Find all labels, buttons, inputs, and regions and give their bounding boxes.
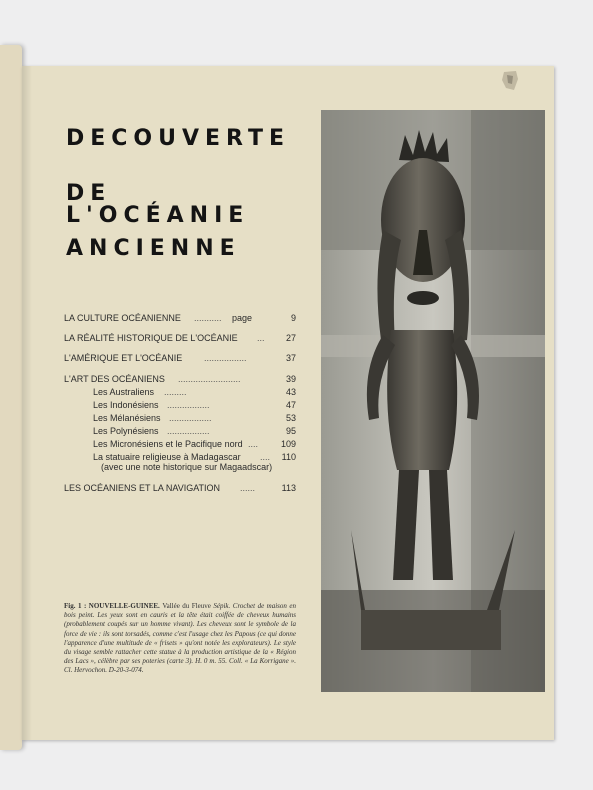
toc-leader-dots: .... <box>248 439 259 449</box>
book-title <box>66 128 306 293</box>
toc-entry-label: Les Australiens <box>93 387 155 397</box>
toc-entry-page: 47 <box>285 400 296 410</box>
toc-entry-page: 39 <box>285 374 296 384</box>
toc-entry-page: 113 <box>281 483 296 493</box>
toc-subentry <box>64 399 296 411</box>
toc-entry <box>64 312 296 324</box>
toc-subentry <box>64 412 296 424</box>
toc-entry-page: 109 <box>280 439 296 449</box>
toc-entry-label: Les Micronésiens et le Pacifique nord <box>93 439 243 449</box>
toc-entry-label: Les Mélanésiens <box>93 413 161 423</box>
caption-line: production artistique de la « Région des Lacs », <box>64 648 296 666</box>
toc-subentry <box>64 386 296 398</box>
toc-entry-label: Les Polynésiens <box>93 426 159 436</box>
caption-line: style du visage semble rattacher cette statue à la <box>64 638 296 657</box>
spine-shadow <box>22 66 32 740</box>
toc-leader-dots: ................. <box>204 353 247 363</box>
caption-line: de « frisets » qu'ont notée les explorateurs). Le <box>145 638 281 647</box>
title-line-1: DECOUVERTE <box>66 126 291 151</box>
toc-page-word: page <box>231 313 252 323</box>
toc-leader-dots: ...... <box>240 483 256 493</box>
caption-line: Papous (ce qui donne l'apparence d'une multitude <box>64 629 297 647</box>
caption-line: vie : ils sont torsadés, comme c'est l'usage chez les <box>88 629 233 638</box>
figure-photo <box>321 110 545 692</box>
toc-entry-label: L'AMÉRIQUE ET L'OCÉANIE <box>64 353 183 363</box>
toc-entry-label: LA CULTURE OCÉANIENNE <box>64 313 181 323</box>
toc-entry <box>64 352 296 364</box>
figure-caption <box>64 602 296 676</box>
toc-entry-label: La statuaire religieuse à Madagascar <box>93 452 241 462</box>
toc-entry-page: 110 <box>281 452 296 462</box>
toc-entry-page: 43 <box>285 387 296 397</box>
caption-line: vivant). Les cheveux sont le symbole de la force de <box>64 620 297 638</box>
toc-leader-dots: ... <box>257 333 265 343</box>
caption-line: humains (probablement coupés sur un homme <box>64 611 296 629</box>
toc-leader-dots: ......... <box>164 387 187 397</box>
toc-entry-label: LA RÉALITÉ HISTORIQUE DE L'OCÉANIE <box>64 333 238 343</box>
page-stain-mark <box>500 70 520 92</box>
toc-leader-dots: ................. <box>169 413 212 423</box>
toc-entry <box>64 482 296 494</box>
toc-entry-label: L'ART DES OCÉANIENS <box>64 374 165 384</box>
toc-leader-dots: ........... <box>194 313 222 323</box>
toc-entry-page: 27 <box>285 333 296 343</box>
caption-line: Vallée du Fleuve <box>162 602 211 610</box>
caption-line: célèbre par ses poteries (carte 3). H. 0 m. 55. <box>97 657 227 666</box>
toc-entry-page: 9 <box>290 313 296 323</box>
toc-entry-label: LES OCÉANIENS ET LA NAVIGATION <box>64 483 221 493</box>
toc-leader-dots: ................. <box>167 400 210 410</box>
toc-entry-page: 37 <box>285 353 296 363</box>
toc-leader-dots: .... <box>260 452 271 462</box>
toc-entry-page: 95 <box>285 426 296 436</box>
carved-figure-image <box>321 110 545 692</box>
toc-entry <box>64 332 296 344</box>
caption-line: sont en cauris et la tête était coiffée de cheveux <box>125 611 270 620</box>
toc-leader-dots: ................. <box>167 426 210 436</box>
toc-entry <box>64 373 296 385</box>
toc-leader-dots: ......................... <box>178 374 241 384</box>
title-line-2: DE L'OCÉANIE <box>66 181 250 228</box>
title-line-3: ANCIENNE <box>66 236 241 261</box>
toc-note: (avec une note historique sur Magaadscar) <box>101 462 273 472</box>
toc-entry-page: 53 <box>285 413 296 423</box>
caption-line: Sépik. Crochet de maison en bois peint. Les yeux <box>64 602 297 620</box>
caption-line: Coll. « La Korrigane ». Cl. Hervochon. D-20-3-074. <box>64 657 296 675</box>
toc-subentry <box>64 438 296 450</box>
figure-caption-ref: Fig. 1 : NOUVELLE-GUINEE. <box>64 602 160 610</box>
toc-entry-label: Les Indonésiens <box>93 400 159 410</box>
toc-subentry <box>64 425 296 437</box>
facing-page-edge <box>0 45 22 750</box>
